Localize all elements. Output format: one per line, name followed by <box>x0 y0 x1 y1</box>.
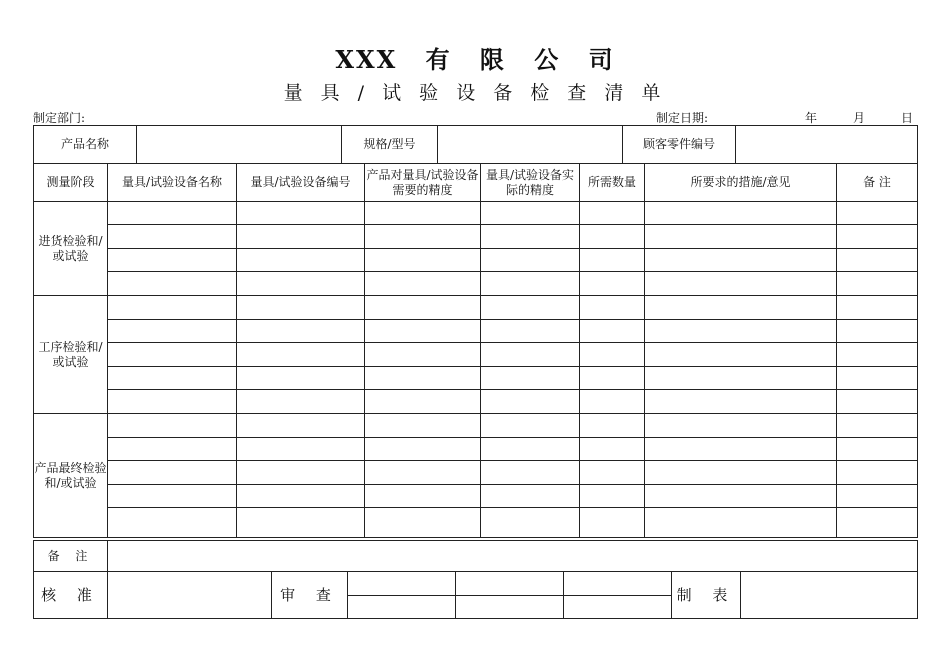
cell[interactable] <box>580 461 645 485</box>
cell[interactable] <box>837 296 918 320</box>
review-signature-field[interactable] <box>456 572 564 596</box>
cell[interactable] <box>645 249 837 272</box>
cell[interactable] <box>580 249 645 272</box>
cell[interactable] <box>837 414 918 438</box>
col-measures: 所要求的措施/意见 <box>645 164 837 202</box>
cell[interactable] <box>237 320 365 343</box>
col-remarks: 备 注 <box>837 164 918 202</box>
cell[interactable] <box>481 390 580 414</box>
inspection-table <box>33 163 918 538</box>
cell[interactable] <box>645 485 837 508</box>
cell[interactable] <box>365 320 481 343</box>
cell[interactable] <box>108 272 237 296</box>
cell[interactable] <box>645 390 837 414</box>
remarks-table <box>33 540 918 572</box>
cell[interactable] <box>365 202 481 225</box>
column-header-row <box>34 164 918 202</box>
cell[interactable] <box>837 461 918 485</box>
remarks-field[interactable] <box>108 541 918 572</box>
cell[interactable] <box>580 367 645 390</box>
prepared-label: 制 表 <box>672 572 741 619</box>
cell[interactable] <box>580 390 645 414</box>
cell[interactable] <box>645 225 837 249</box>
product-info-table <box>33 125 918 164</box>
cell[interactable] <box>237 202 365 225</box>
cell[interactable] <box>237 296 365 320</box>
cell[interactable] <box>837 249 918 272</box>
cell[interactable] <box>481 296 580 320</box>
table-row <box>34 225 918 249</box>
table-row <box>34 414 918 438</box>
cell[interactable] <box>237 225 365 249</box>
cell[interactable] <box>837 320 918 343</box>
cell[interactable] <box>645 414 837 438</box>
prepared-signature-field[interactable] <box>741 572 918 619</box>
col-device-name: 量具/试验设备名称 <box>108 164 237 202</box>
cell[interactable] <box>365 508 481 538</box>
cell[interactable] <box>837 225 918 249</box>
stage-incoming: 进货检验和/或试验 <box>34 202 108 296</box>
spec-model-label: 规格/型号 <box>342 126 438 164</box>
customer-part-no-field[interactable] <box>736 126 918 164</box>
cell[interactable] <box>365 249 481 272</box>
cell[interactable] <box>580 320 645 343</box>
cell[interactable] <box>365 461 481 485</box>
review-signature-field[interactable] <box>456 596 564 619</box>
cell[interactable] <box>645 202 837 225</box>
cell[interactable] <box>645 367 837 390</box>
table-row <box>34 343 918 367</box>
col-device-no: 量具/试验设备编号 <box>237 164 365 202</box>
cell[interactable] <box>580 414 645 438</box>
cell[interactable] <box>580 296 645 320</box>
spec-model-field[interactable] <box>438 126 623 164</box>
table-row <box>34 202 918 225</box>
cell[interactable] <box>481 343 580 367</box>
cell[interactable] <box>108 461 237 485</box>
table-row <box>34 320 918 343</box>
cell[interactable] <box>108 414 237 438</box>
customer-part-no-label: 顾客零件编号 <box>623 126 736 164</box>
cell[interactable] <box>580 343 645 367</box>
review-signature-field[interactable] <box>564 596 672 619</box>
cell[interactable] <box>108 367 237 390</box>
review-label: 审 查 <box>272 572 348 619</box>
cell[interactable] <box>481 438 580 461</box>
cell[interactable] <box>237 343 365 367</box>
cell[interactable] <box>645 508 837 538</box>
cell[interactable] <box>365 343 481 367</box>
cell[interactable] <box>645 272 837 296</box>
cell[interactable] <box>108 296 237 320</box>
cell[interactable] <box>108 249 237 272</box>
cell[interactable] <box>837 367 918 390</box>
col-actual-precision: 量具/试验设备实际的精度 <box>481 164 580 202</box>
cell[interactable] <box>837 343 918 367</box>
cell[interactable] <box>108 343 237 367</box>
cell[interactable] <box>108 485 237 508</box>
cell[interactable] <box>645 343 837 367</box>
stage-final: 产品最终检验和/或试验 <box>34 414 108 538</box>
review-signature-field[interactable] <box>564 572 672 596</box>
cell[interactable] <box>645 296 837 320</box>
cell[interactable] <box>365 225 481 249</box>
cell[interactable] <box>645 461 837 485</box>
table-row <box>34 296 918 320</box>
date-label: 制定日期: <box>656 111 709 125</box>
dept-label: 制定部门: <box>33 111 86 125</box>
document-title: 量 具 / 试 验 设 备 检 查 清 单 <box>283 82 667 104</box>
cell[interactable] <box>481 272 580 296</box>
cell[interactable] <box>481 225 580 249</box>
cell[interactable] <box>481 202 580 225</box>
cell[interactable] <box>108 202 237 225</box>
review-signature-field[interactable] <box>348 596 456 619</box>
cell[interactable] <box>580 202 645 225</box>
cell[interactable] <box>365 390 481 414</box>
cell[interactable] <box>580 485 645 508</box>
cell[interactable] <box>645 438 837 461</box>
cell[interactable] <box>365 367 481 390</box>
cell[interactable] <box>237 367 365 390</box>
cell[interactable] <box>365 414 481 438</box>
cell[interactable] <box>108 320 237 343</box>
product-name-field[interactable] <box>137 126 342 164</box>
remarks-label: 备 注 <box>34 541 108 572</box>
table-row <box>34 367 918 390</box>
table-row <box>34 390 918 414</box>
signature-table <box>33 571 918 619</box>
table-row <box>34 438 918 461</box>
cell[interactable] <box>237 390 365 414</box>
cell[interactable] <box>837 438 918 461</box>
col-stage: 测量阶段 <box>34 164 108 202</box>
month-label: 月 <box>853 111 866 125</box>
product-name-label: 产品名称 <box>34 126 137 164</box>
cell[interactable] <box>237 461 365 485</box>
cell[interactable] <box>108 508 237 538</box>
cell[interactable] <box>481 249 580 272</box>
cell[interactable] <box>481 461 580 485</box>
day-label: 日 <box>901 111 914 125</box>
cell[interactable] <box>237 249 365 272</box>
cell[interactable] <box>580 272 645 296</box>
cell[interactable] <box>365 272 481 296</box>
col-required-precision: 产品对量具/试验设备需要的精度 <box>365 164 481 202</box>
cell[interactable] <box>481 485 580 508</box>
review-signature-field[interactable] <box>348 572 456 596</box>
cell[interactable] <box>237 414 365 438</box>
cell[interactable] <box>237 272 365 296</box>
cell[interactable] <box>481 367 580 390</box>
table-row <box>34 461 918 485</box>
cell[interactable] <box>237 438 365 461</box>
cell[interactable] <box>580 438 645 461</box>
cell[interactable] <box>837 202 918 225</box>
cell[interactable] <box>108 390 237 414</box>
cell[interactable] <box>481 414 580 438</box>
year-label: 年 <box>805 111 818 125</box>
table-row <box>34 249 918 272</box>
cell[interactable] <box>365 438 481 461</box>
cell[interactable] <box>645 320 837 343</box>
cell[interactable] <box>481 508 580 538</box>
cell[interactable] <box>108 438 237 461</box>
cell[interactable] <box>837 508 918 538</box>
cell[interactable] <box>837 272 918 296</box>
table-row <box>34 508 918 538</box>
cell[interactable] <box>237 508 365 538</box>
cell[interactable] <box>365 485 481 508</box>
cell[interactable] <box>237 485 365 508</box>
approve-signature-field[interactable] <box>108 572 272 619</box>
cell[interactable] <box>108 225 237 249</box>
cell[interactable] <box>580 508 645 538</box>
cell[interactable] <box>481 320 580 343</box>
approve-label: 核 准 <box>34 572 108 619</box>
table-row <box>34 485 918 508</box>
table-row <box>34 272 918 296</box>
company-name: XXX 有 限 公 司 <box>335 45 615 74</box>
cell[interactable] <box>580 225 645 249</box>
stage-process: 工序检验和/或试验 <box>34 296 108 414</box>
col-quantity: 所需数量 <box>580 164 645 202</box>
cell[interactable] <box>837 390 918 414</box>
cell[interactable] <box>837 485 918 508</box>
cell[interactable] <box>365 296 481 320</box>
